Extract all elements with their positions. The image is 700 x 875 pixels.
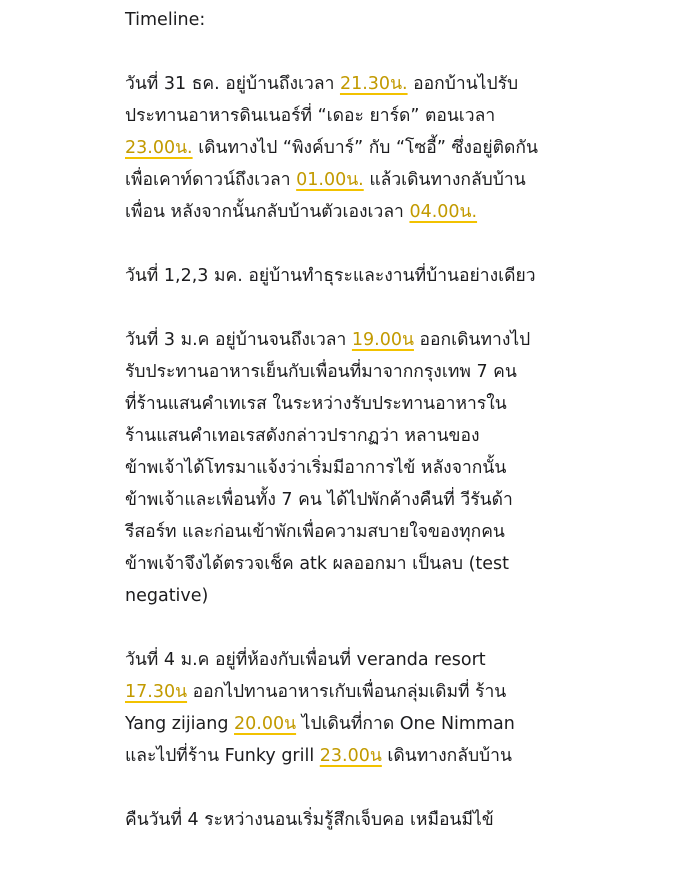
- text-segment: ออกบ้านไปรับ: [407, 74, 519, 94]
- text-segment: รับประทานอาหารเย็นกับเพื่อนที่มาจากกรุงเทพ 7 คน: [125, 362, 517, 382]
- time-highlight: 21.30น.: [339, 74, 408, 94]
- text-line: [125, 388, 660, 420]
- time-highlight: 19.00น: [351, 330, 414, 350]
- text-line: [125, 644, 660, 676]
- text-segment: ร้านแสนคำเทอเรสดังกล่าวปรากฏว่า หลานของ: [125, 426, 480, 446]
- time-highlight: 01.00น.: [296, 170, 364, 190]
- text-line: [125, 516, 660, 548]
- text-line: [125, 68, 660, 100]
- text-line: [125, 452, 660, 484]
- timeline-paragraph: [125, 644, 660, 772]
- text-segment: ไปเดินที่กาด One Nimman: [296, 714, 515, 734]
- timeline-body: [125, 68, 660, 836]
- text-segment: เดินทางไป “พิงค์บาร์” กับ “โซอี้” ซึ่งอยู่ติดกัน: [192, 138, 538, 158]
- text-segment: และไปที่ร้าน Funky grill: [125, 746, 320, 766]
- text-segment: เพื่อเคาท์ดาวน์ถึงเวลา: [125, 170, 297, 190]
- text-line: [125, 132, 660, 164]
- timeline-paragraph: [125, 804, 660, 836]
- text-segment: Yang zijiang: [125, 714, 235, 734]
- text-segment: ข้าพเจ้าและเพื่อนทั้ง 7 คน ได้ไปพักค้างคืนที่ วีรันด้า: [125, 490, 513, 510]
- text-segment: ออกเดินทางไป: [413, 330, 531, 350]
- text-line: [125, 676, 660, 708]
- text-segment: เดินทางกลับบ้าน: [381, 746, 512, 766]
- text-line: [125, 548, 660, 580]
- text-line: [125, 100, 660, 132]
- text-segment: วันที่ 3 ม.ค อยู่บ้านจนถึงเวลา: [125, 330, 352, 350]
- text-segment: ที่ร้านแสนคำเทเรส ในระหว่างรับประทานอาหารใน: [125, 394, 507, 414]
- text-line: [125, 708, 660, 740]
- text-segment: รีสอร์ท และก่อนเข้าพักเพื่อความสบายใจของทุกคน: [125, 522, 505, 542]
- text-segment: วันที่ 31 ธค. อยู่บ้านถึงเวลา: [125, 74, 340, 94]
- text-line: [125, 356, 660, 388]
- text-segment: วันที่ 4 ม.ค อยู่ที่ห้องกับเพื่อนที่ veranda resort: [125, 650, 486, 670]
- text-line: [125, 260, 660, 292]
- time-highlight: 23.00น.: [125, 138, 193, 158]
- text-line: [125, 484, 660, 516]
- text-segment: ออกไปทานอาหารเกับเพื่อนกลุ่มเดิมที่ ร้าน: [187, 682, 507, 702]
- text-segment: วันที่ 1,2,3 มค. อยู่บ้านทำธุระและงานที่บ้านอย่างเดียว: [125, 266, 536, 286]
- text-line: [125, 740, 660, 772]
- text-segment: คืนวันที่ 4 ระหว่างนอนเริ่มรู้สึกเจ็บคอ เหมือนมีไข้: [125, 810, 494, 830]
- timeline-paragraph: [125, 68, 660, 228]
- text-line: [125, 196, 660, 228]
- text-segment: ข้าพเจ้าได้โทรมาแจ้งว่าเริ่มมีอาการไข้ หลังจากนั้น: [125, 458, 507, 478]
- text-line: [125, 804, 660, 836]
- text-segment: เพื่อน หลังจากนั้นกลับบ้านตัวเองเวลา: [125, 202, 410, 222]
- time-highlight: 23.00น: [319, 746, 382, 766]
- timeline-paragraph: [125, 260, 660, 292]
- timeline-paragraph: [125, 324, 660, 612]
- text-segment: แล้วเดินทางกลับบ้าน: [363, 170, 526, 190]
- text-line: [125, 164, 660, 196]
- text-segment: negative): [125, 586, 209, 606]
- text-line: [125, 580, 660, 612]
- timeline-heading: Timeline:: [125, 10, 206, 30]
- text-line: [125, 324, 660, 356]
- text-segment: ข้าพเจ้าจึงได้ตรวจเช็ค atk ผลออกมา เป็นลบ (test: [125, 554, 510, 574]
- text-segment: ประทานอาหารดินเนอร์ที่ “เดอะ ยาร์ด” ตอนเวลา: [125, 106, 496, 126]
- time-highlight: 17.30น: [125, 682, 188, 702]
- text-line: [125, 420, 660, 452]
- time-highlight: 04.00น.: [409, 202, 478, 222]
- time-highlight: 20.00น: [234, 714, 297, 734]
